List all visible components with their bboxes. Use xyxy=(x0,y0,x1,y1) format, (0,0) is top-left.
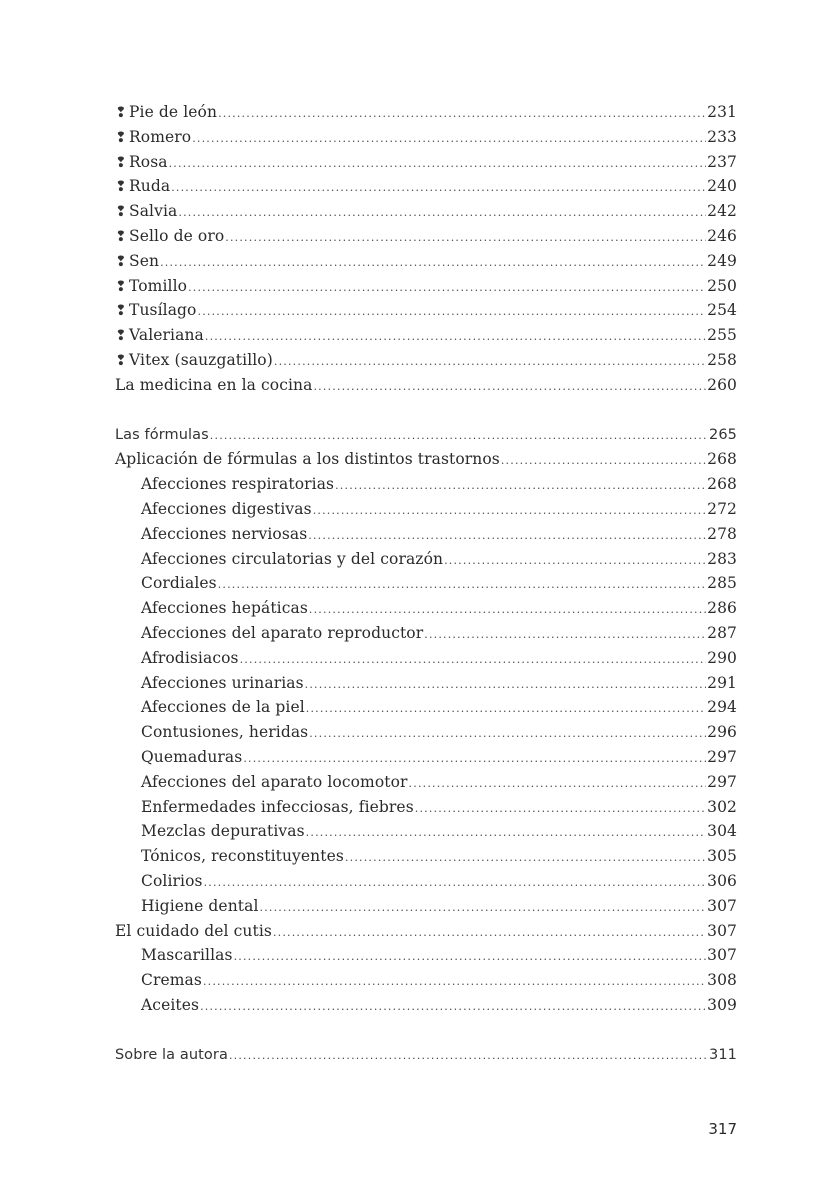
toc-entry-page: 302 xyxy=(707,797,737,816)
toc-entry-label: Pie de león xyxy=(129,103,218,121)
toc-subentry[interactable] xyxy=(115,695,737,720)
toc-entry-page: 296 xyxy=(707,723,737,742)
dot-leader xyxy=(218,102,706,127)
toc-entry[interactable] xyxy=(115,323,737,348)
toc-entry[interactable] xyxy=(115,348,737,373)
toc-entry-page: 297 xyxy=(707,772,737,791)
toc-entry[interactable] xyxy=(115,174,737,199)
toc-subentry[interactable] xyxy=(115,571,737,596)
toc-entry-page: 304 xyxy=(707,822,737,841)
toc-subentry[interactable] xyxy=(115,646,737,671)
dot-leader xyxy=(205,325,706,350)
toc-entry-page: 306 xyxy=(707,871,737,890)
toc-entry-label: Higiene dental xyxy=(141,896,259,915)
toc-entry[interactable] xyxy=(115,224,737,249)
dot-leader xyxy=(234,945,707,970)
bullet-icon: ❢ xyxy=(115,154,127,171)
toc-entry-page: 246 xyxy=(707,226,737,245)
bullet-icon: ❢ xyxy=(115,253,127,270)
toc-entry-aplicacion[interactable] xyxy=(115,447,737,472)
dot-leader xyxy=(178,201,706,226)
dot-leader xyxy=(169,152,707,177)
toc-entry-label: Afecciones del aparato reproductor xyxy=(141,623,424,642)
toc-entry-page: 272 xyxy=(707,499,737,518)
dot-leader xyxy=(309,598,706,623)
toc-entry-page: 242 xyxy=(707,202,737,221)
dot-leader xyxy=(229,1044,708,1069)
toc-entry-label: Quemaduras xyxy=(141,747,243,766)
bullet-icon: ❢ xyxy=(115,352,127,369)
toc-entry-label: Afecciones digestivas xyxy=(141,499,312,518)
toc-entry-page: 237 xyxy=(707,152,737,171)
dot-leader xyxy=(240,648,707,673)
toc-subentry[interactable] xyxy=(115,497,737,522)
toc-section-formulas[interactable] xyxy=(115,423,737,448)
toc-subentry[interactable] xyxy=(115,596,737,621)
toc-subentry[interactable] xyxy=(115,968,737,993)
toc-entry-page: 286 xyxy=(707,599,737,618)
bullet-icon: ❢ xyxy=(115,228,127,245)
toc-entry-label: Las fórmulas xyxy=(115,426,209,443)
toc-entry-page: 283 xyxy=(707,549,737,568)
toc-subentry[interactable] xyxy=(115,943,737,968)
toc-entry-label: Afecciones hepáticas xyxy=(141,599,308,618)
toc-subentry[interactable] xyxy=(115,819,737,844)
toc-entry[interactable] xyxy=(115,125,737,150)
dot-leader xyxy=(424,623,706,648)
toc-entry-label: Afecciones de la piel xyxy=(141,698,305,717)
dot-leader xyxy=(306,821,706,846)
section-gap xyxy=(115,1018,737,1043)
dot-leader xyxy=(306,697,706,722)
dot-leader xyxy=(200,995,706,1020)
bullet-icon: ❢ xyxy=(115,278,127,295)
dot-leader xyxy=(160,251,706,276)
toc-entry-label: Mezclas depurativas xyxy=(141,822,305,841)
toc-entry-label: El cuidado del cutis xyxy=(115,921,272,940)
toc-entry-label: Vitex (sauzgatillo) xyxy=(129,350,273,369)
dot-leader xyxy=(409,772,707,797)
toc-entry-label: Cordiales xyxy=(141,574,217,593)
toc-subentry[interactable] xyxy=(115,745,737,770)
toc-entry-label: Mascarillas xyxy=(141,946,233,965)
bullet-icon: ❢ xyxy=(115,204,127,221)
toc-subentry[interactable] xyxy=(115,621,737,646)
toc-entry-page: 287 xyxy=(707,623,737,642)
toc-entry-label: Tomillo xyxy=(129,276,188,295)
toc-entry-label: Sobre la autora xyxy=(115,1046,228,1063)
dot-leader xyxy=(171,176,706,201)
dot-leader xyxy=(204,871,707,896)
toc-entry-label: Salvia xyxy=(129,202,178,221)
toc-entry-page: 308 xyxy=(707,971,737,990)
page-number: 317 xyxy=(708,1120,737,1138)
toc-entry-page: 291 xyxy=(707,673,737,692)
toc-entry-label: Rosa xyxy=(129,152,168,171)
toc-entry-page: 268 xyxy=(707,475,737,494)
dot-leader xyxy=(444,549,706,574)
toc-entry-label: Afecciones del aparato locomotor xyxy=(141,772,408,791)
toc-entry-page: 309 xyxy=(707,995,737,1014)
toc-entry-page: 307 xyxy=(707,946,737,965)
bullet-icon: ❢ xyxy=(115,105,127,121)
dot-leader xyxy=(188,276,706,301)
toc-entry-label: Afecciones circulatorias y del corazón xyxy=(141,549,444,568)
toc-entry-page: 278 xyxy=(707,524,737,543)
toc-entry-label: Afecciones nerviosas xyxy=(141,524,308,543)
toc-entry[interactable] xyxy=(115,199,737,224)
bullet-icon: ❢ xyxy=(115,328,127,345)
toc-entry-label: La medicina en la cocina xyxy=(115,375,313,394)
toc-entry-page: 231 xyxy=(707,103,737,121)
dot-leader xyxy=(198,300,707,325)
toc-entry-page: 297 xyxy=(707,747,737,766)
toc-entry-label: Sello de oro xyxy=(129,226,225,245)
toc-entry-page: 305 xyxy=(707,847,737,866)
bullet-icon: ❢ xyxy=(115,129,127,146)
toc-entry-cutis[interactable] xyxy=(115,919,737,944)
dot-leader xyxy=(243,747,706,772)
dot-leader xyxy=(225,226,706,251)
dot-leader xyxy=(308,524,706,549)
toc-entry-label: Tónicos, reconstituyentes xyxy=(141,847,344,866)
dot-leader xyxy=(273,921,706,946)
dot-leader xyxy=(335,474,706,499)
toc-entry-label: Afrodisiacos xyxy=(141,648,239,667)
toc-subentry[interactable] xyxy=(115,993,737,1018)
dot-leader xyxy=(415,797,706,822)
toc-entry-label: Valeriana xyxy=(129,326,204,345)
toc-entry[interactable] xyxy=(115,298,737,323)
toc-entry-label: Sen xyxy=(129,251,160,270)
toc-entry-label: Aplicación de fórmulas a los distintos trastornos xyxy=(115,450,500,469)
dot-leader xyxy=(309,722,706,747)
toc-subentry[interactable] xyxy=(115,720,737,745)
dot-leader xyxy=(313,375,706,400)
toc-entry-page: 240 xyxy=(707,177,737,196)
dot-leader xyxy=(260,896,707,921)
bullet-icon: ❢ xyxy=(115,303,127,320)
dot-leader xyxy=(345,846,706,871)
toc-entry[interactable] xyxy=(115,150,737,175)
toc-subentry[interactable] xyxy=(115,770,737,795)
dot-leader xyxy=(313,499,706,524)
toc-entry-page: 233 xyxy=(707,127,737,146)
toc-entry-label: Contusiones, heridas xyxy=(141,723,309,742)
table-of-contents xyxy=(115,100,737,1067)
toc-entry-label: Romero xyxy=(129,127,192,146)
dot-leader xyxy=(501,449,706,474)
toc-entry-page: 285 xyxy=(707,574,737,593)
toc-entry-page: 265 xyxy=(709,426,737,443)
toc-entry-label: Ruda xyxy=(129,177,171,196)
toc-entry-page: 249 xyxy=(707,251,737,270)
toc-entry-cocina[interactable] xyxy=(115,373,737,398)
toc-entry-page: 258 xyxy=(707,350,737,369)
toc-subentry[interactable] xyxy=(115,795,737,820)
toc-entry-page: 268 xyxy=(707,450,737,469)
section-gap xyxy=(115,398,737,423)
toc-entry[interactable] xyxy=(115,249,737,274)
toc-entry-page: 250 xyxy=(707,276,737,295)
toc-entry-page: 254 xyxy=(707,301,737,320)
toc-entry-label: Tusílago xyxy=(129,301,197,320)
toc-entry[interactable] xyxy=(115,100,737,125)
toc-entry-label: Enfermedades infecciosas, fiebres xyxy=(141,797,414,816)
dot-leader xyxy=(192,127,706,152)
toc-subentry[interactable] xyxy=(115,869,737,894)
toc-entry-page: 311 xyxy=(709,1046,737,1063)
toc-entry-page: 294 xyxy=(707,698,737,717)
toc-entry-label: Cremas xyxy=(141,971,202,990)
toc-entry-label: Colirios xyxy=(141,871,203,890)
toc-subentry[interactable] xyxy=(115,547,737,572)
toc-subentry[interactable] xyxy=(115,844,737,869)
toc-entry[interactable] xyxy=(115,274,737,299)
toc-subentry[interactable] xyxy=(115,472,737,497)
toc-entry-page: 290 xyxy=(707,648,737,667)
bullet-icon: ❢ xyxy=(115,179,127,196)
toc-section-autora[interactable] xyxy=(115,1043,737,1068)
toc-entry-label: Afecciones urinarias xyxy=(141,673,304,692)
toc-entry-page: 307 xyxy=(707,921,737,940)
dot-leader xyxy=(210,424,708,449)
toc-subentry[interactable] xyxy=(115,671,737,696)
dot-leader xyxy=(305,673,706,698)
toc-entry-page: 255 xyxy=(707,326,737,345)
toc-subentry[interactable] xyxy=(115,894,737,919)
dot-leader xyxy=(203,970,706,995)
dot-leader xyxy=(274,350,706,375)
toc-entry-page: 307 xyxy=(707,896,737,915)
toc-entry-label: Aceites xyxy=(141,995,200,1014)
toc-entry-label: Afecciones respiratorias xyxy=(141,475,335,494)
dot-leader xyxy=(218,573,706,598)
toc-subentry[interactable] xyxy=(115,522,737,547)
toc-entry-page: 260 xyxy=(707,375,737,394)
